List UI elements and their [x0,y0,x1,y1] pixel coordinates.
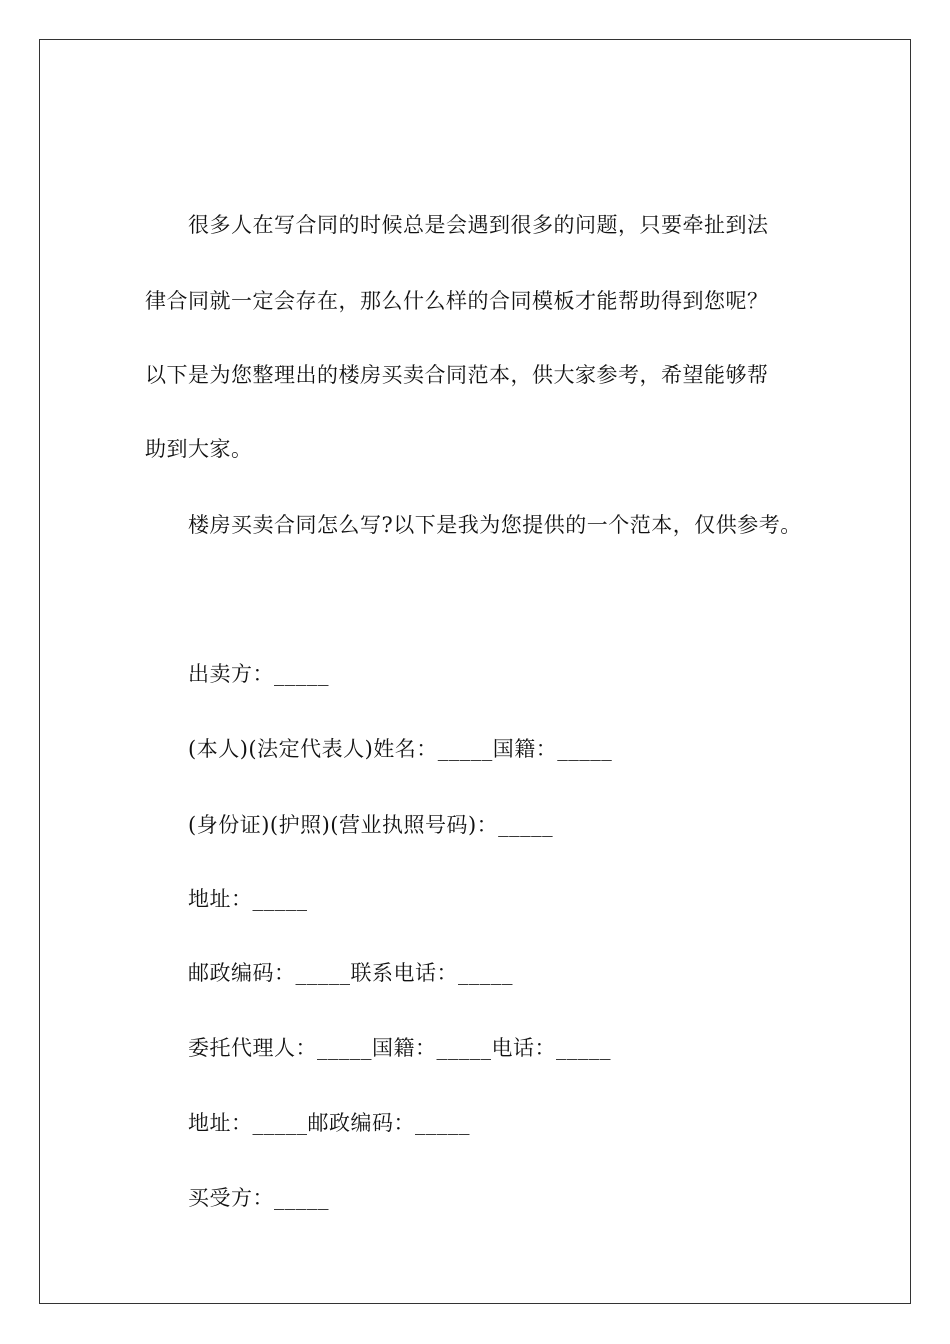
agent-address-field: 地址：_____邮政编码：_____ [188,1111,470,1135]
intro-paragraph-line-3: 以下是为您整理出的楼房买卖合同范本，供大家参考，希望能够帮 [145,363,769,387]
id-number-field: (身份证)(护照)(营业执照号码)：_____ [188,813,554,837]
address-field: 地址：_____ [188,887,308,911]
name-nationality-field: (本人)(法定代表人)姓名：_____国籍：_____ [188,737,613,761]
intro-paragraph-line-4: 助到大家。 [145,437,253,461]
intro-paragraph-line-1: 很多人在写合同的时候总是会遇到很多的问题，只要牵扯到法 [188,213,769,237]
intro-paragraph-2: 楼房买卖合同怎么写?以下是我为您提供的一个范本，仅供参考。 [188,513,802,537]
intro-paragraph-line-2: 律合同就一定会存在，那么什么样的合同模板才能帮助得到您呢？ [145,289,769,313]
buyer-field: 买受方：_____ [188,1186,329,1210]
agent-field: 委托代理人：_____国籍：_____电话：_____ [188,1036,611,1060]
seller-field: 出卖方：_____ [188,662,329,686]
postcode-phone-field: 邮政编码：_____联系电话：_____ [188,961,513,985]
